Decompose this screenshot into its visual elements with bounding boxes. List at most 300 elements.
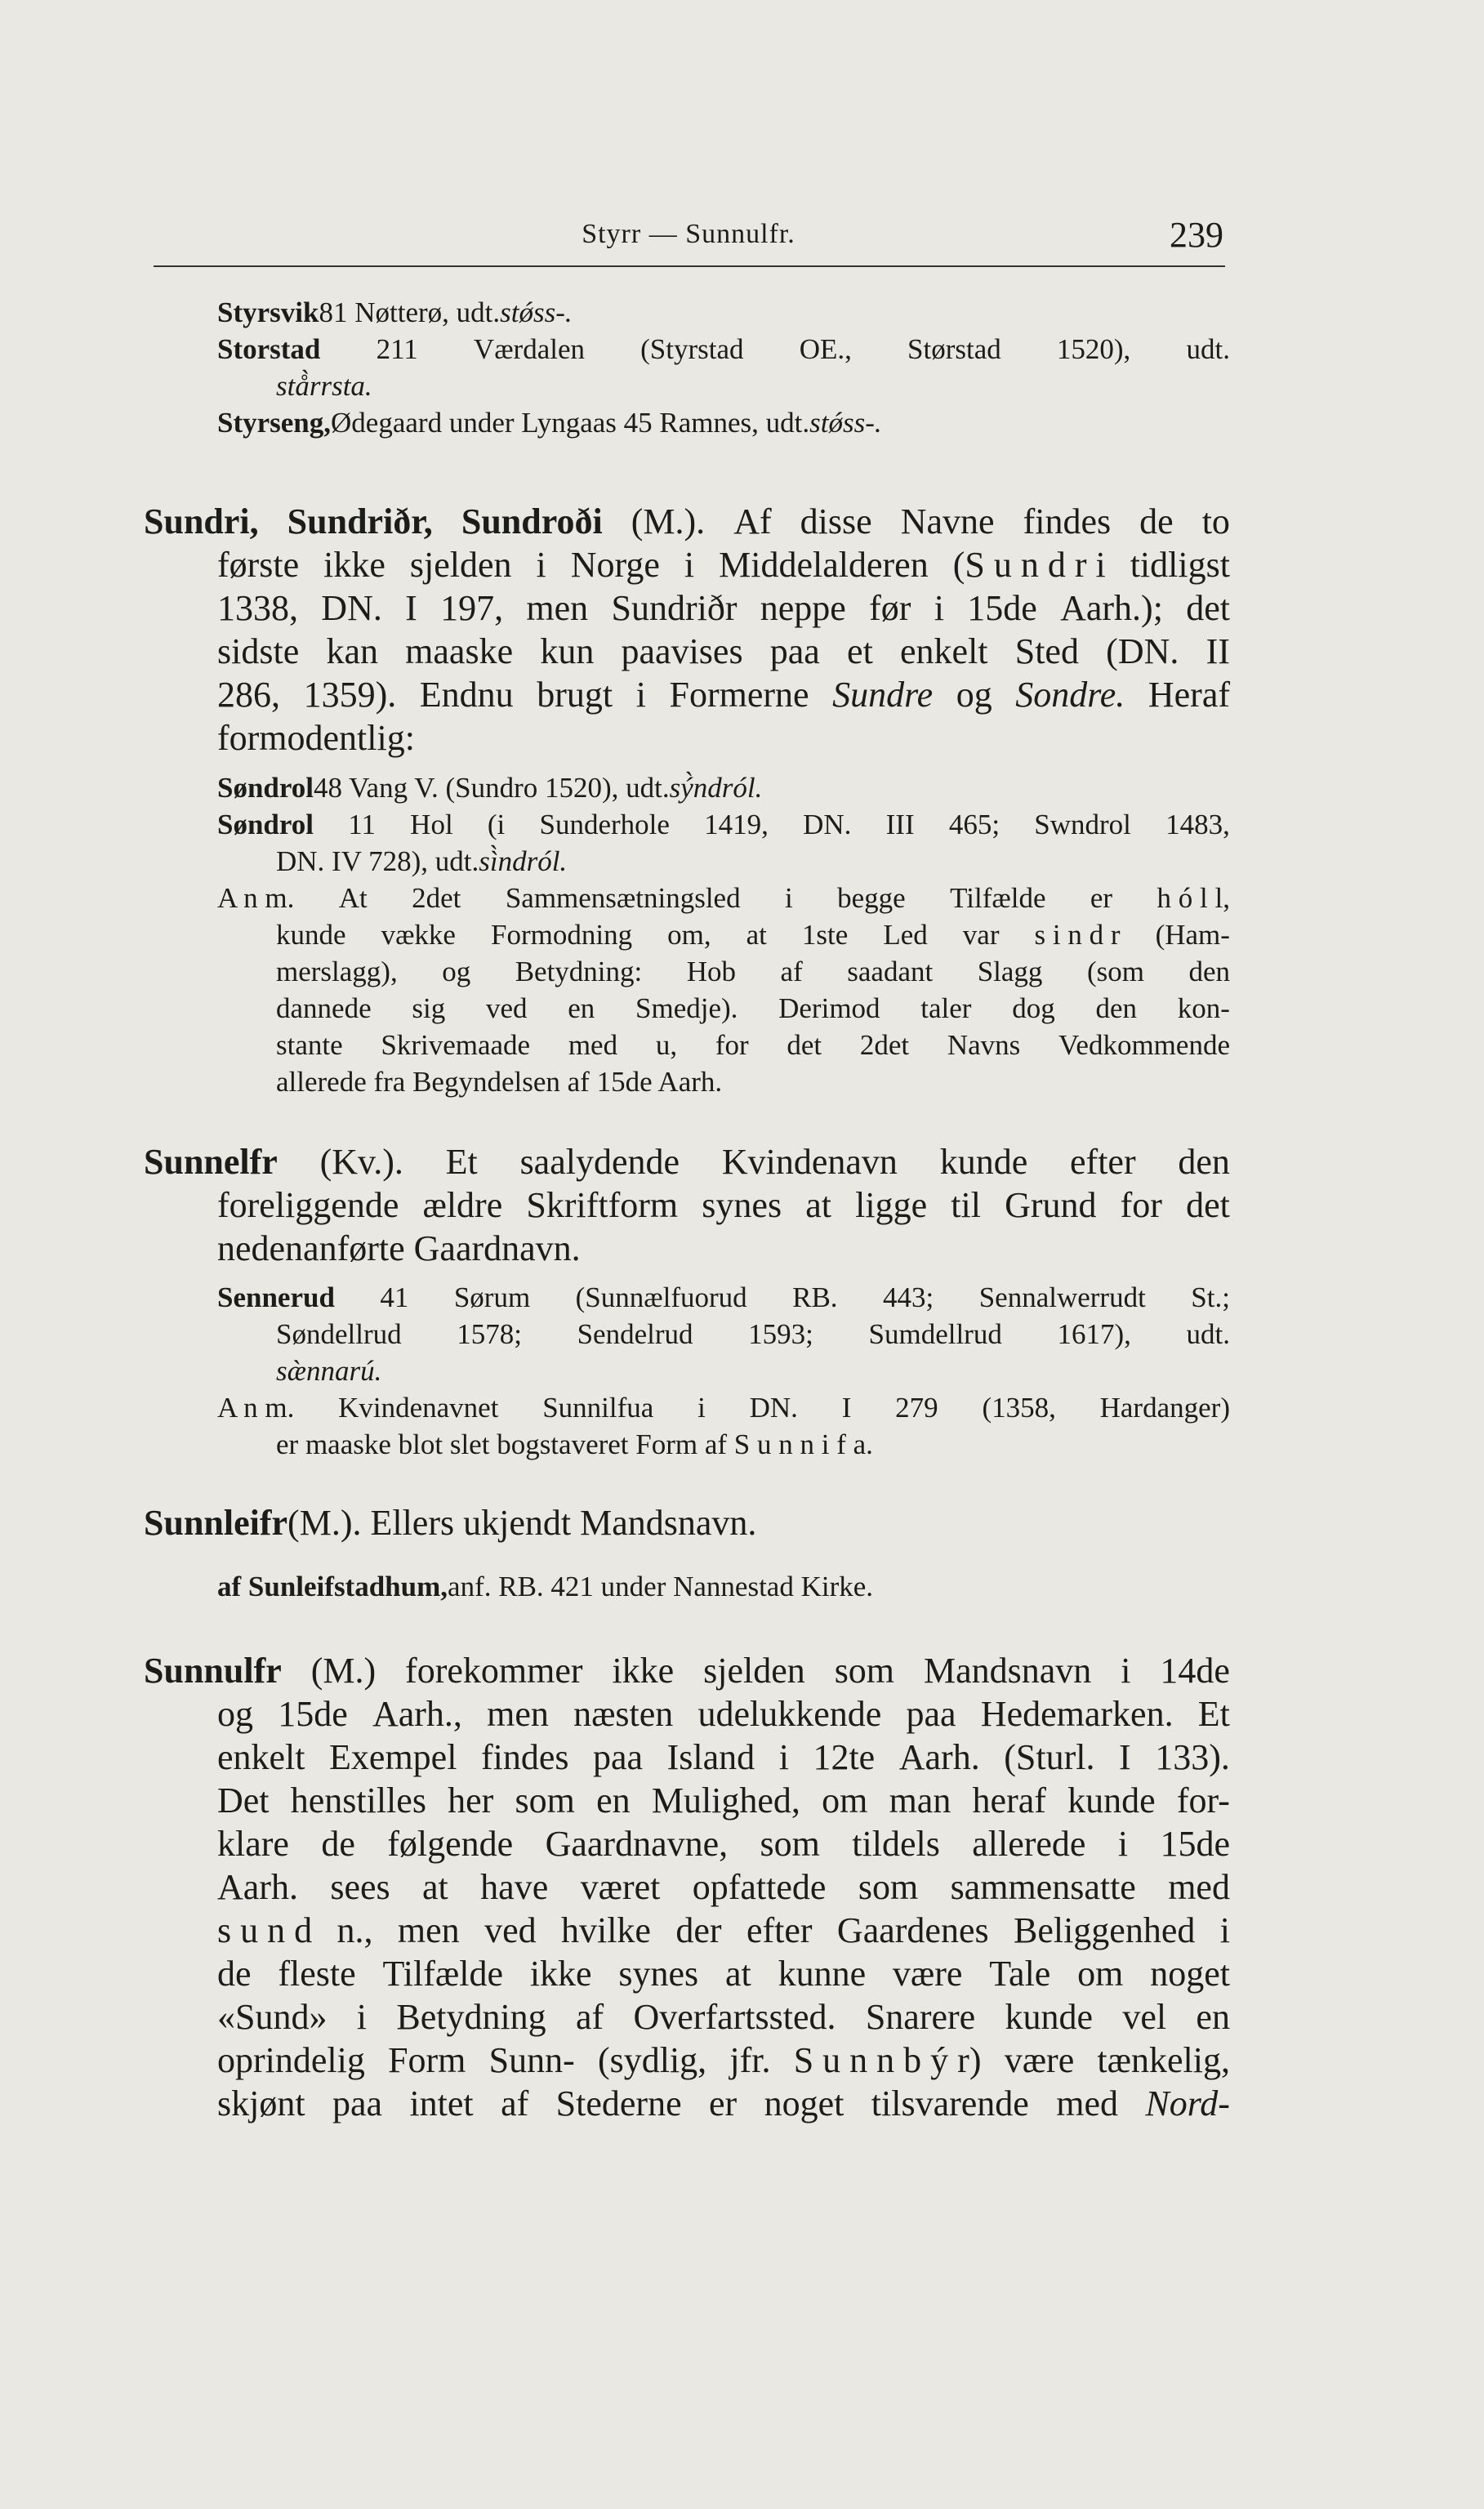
word: (M.): [310, 1651, 377, 1691]
headword: Sundriðr,: [287, 501, 433, 541]
header-rule: [154, 265, 1225, 267]
word: om: [1077, 1954, 1124, 1994]
word: tidligst: [1130, 545, 1230, 585]
word: i: [1117, 1824, 1129, 1864]
word: (DN.: [1106, 631, 1179, 671]
word: synes: [618, 1954, 699, 1994]
italic-term: stǿss-.: [809, 407, 882, 439]
word: vække: [381, 919, 456, 951]
word: et: [847, 631, 873, 671]
text-line: [144, 1279, 1230, 1316]
word: (Sunnælfuorud: [575, 1281, 747, 1313]
word: enkelt: [217, 1737, 305, 1777]
word: som: [515, 1780, 575, 1820]
word: 11: [348, 809, 376, 840]
text-line: [144, 843, 1230, 880]
word: følgende: [387, 1824, 514, 1864]
word: heraf: [972, 1780, 1046, 1820]
word: hvilke: [560, 1910, 651, 1950]
word: kunde: [1067, 1780, 1156, 1820]
word: Det: [217, 1780, 270, 1820]
word: en: [568, 992, 595, 1024]
word: Gaardenes: [836, 1910, 989, 1950]
word: som: [834, 1651, 895, 1691]
word: RB.: [792, 1281, 838, 1313]
word: s u n d: [217, 1910, 313, 1950]
word: paa: [332, 2083, 383, 2124]
word: med: [568, 1029, 618, 1061]
word: sammensatte: [950, 1867, 1136, 1907]
word: A n m.: [217, 1392, 295, 1424]
word: henstilles: [290, 1780, 426, 1820]
word: efter: [746, 1910, 813, 1950]
word: Endnu: [419, 675, 514, 715]
word: Hardanger): [1099, 1392, 1230, 1424]
word: (Styrstad: [640, 333, 744, 365]
word: i: [1219, 1910, 1230, 1950]
word: ikke: [612, 1651, 675, 1691]
word: den: [1178, 1142, 1230, 1182]
text-line: [144, 1027, 1230, 1063]
word: Aarh.: [898, 1737, 980, 1777]
word: kunne: [778, 1954, 867, 1994]
word: sidste: [217, 631, 300, 671]
word: kon-: [1177, 992, 1230, 1024]
word: ikke: [323, 545, 385, 585]
word: til: [951, 1185, 981, 1225]
word: nedenanførte Gaardnavn.: [217, 1228, 581, 1268]
word: foreliggende: [217, 1185, 399, 1225]
word: at: [746, 919, 767, 951]
text-line: [144, 673, 1230, 716]
word: 15de: [967, 588, 1037, 628]
text-line: [144, 1568, 1230, 1605]
word: Grund: [1005, 1185, 1097, 1225]
word: her: [448, 1780, 494, 1820]
word: noget: [764, 2083, 844, 2124]
word: 211: [376, 333, 418, 365]
word: paavises: [621, 631, 743, 671]
text-line: [144, 543, 1230, 586]
word: h ó l l,: [1156, 882, 1230, 914]
word: Formodning: [491, 919, 633, 951]
word: efter: [1070, 1142, 1136, 1182]
word: DN.: [749, 1392, 798, 1424]
word: at: [805, 1185, 831, 1225]
text-line: [144, 806, 1230, 843]
word: for: [1120, 1185, 1162, 1225]
word: Tilfælde: [950, 882, 1046, 914]
headword: Storstad: [217, 333, 321, 365]
word: 443;: [883, 1281, 934, 1313]
text-line: [144, 331, 1230, 368]
word: maaske: [405, 631, 514, 671]
word: Sundriðr: [611, 588, 738, 628]
entry-block: [144, 1568, 1230, 1605]
word: opfattede: [692, 1867, 827, 1907]
word: ikke: [529, 1954, 592, 1994]
word: DN.: [321, 588, 382, 628]
word: vel: [1122, 1997, 1167, 2037]
word: er: [709, 2083, 738, 2124]
word: Betydning: [396, 1997, 546, 2037]
word: de: [321, 1824, 355, 1864]
word: Sørum: [453, 1281, 531, 1313]
word: Sunn-: [488, 2040, 575, 2080]
text-line: [144, 586, 1230, 630]
word: næsten: [573, 1694, 674, 1734]
word: udt.: [1186, 1318, 1230, 1350]
italic-term: Nord-: [1145, 2083, 1230, 2124]
word: I: [841, 1392, 852, 1424]
word: Sendelrud: [577, 1318, 693, 1350]
word: jfr.: [729, 2040, 771, 2080]
word: 2det: [412, 882, 461, 914]
text-line: [144, 1779, 1230, 1822]
word: St.;: [1191, 1281, 1230, 1313]
entry-block: [144, 1140, 1230, 1270]
headword: Sundri,: [144, 501, 259, 541]
word: Størstad: [907, 333, 1001, 365]
word: Af: [733, 501, 772, 541]
word: (1358,: [982, 1392, 1056, 1424]
word: Hol: [410, 809, 453, 840]
word: om,: [667, 919, 711, 951]
word: Swndrol: [1034, 809, 1131, 840]
word: som: [760, 1824, 820, 1864]
word: Sumdellrud: [868, 1318, 1002, 1350]
word: med: [1168, 1867, 1230, 1907]
word: 1483,: [1165, 809, 1230, 840]
word: og: [442, 956, 471, 987]
word: at: [422, 1867, 448, 1907]
word: 2det: [859, 1029, 910, 1061]
headword: Sundroði: [461, 501, 603, 541]
word: som: [858, 1867, 919, 1907]
word: Tale: [989, 1954, 1051, 1994]
text-line: [144, 1063, 1230, 1100]
word: u,: [655, 1029, 678, 1061]
word: (S u n d r i: [952, 545, 1106, 585]
word: de: [1139, 501, 1174, 541]
word: Derimod: [778, 992, 880, 1024]
text-line: [144, 294, 1230, 331]
word: det: [1186, 588, 1230, 628]
italic-term: sý̀ndról.: [669, 772, 763, 804]
word: formodentlig:: [217, 718, 415, 758]
word: været: [580, 1867, 661, 1907]
headword: Sennerud: [217, 1281, 335, 1313]
word: 81 Nøtterø, udt.: [319, 296, 501, 328]
word: det: [1186, 1185, 1230, 1225]
word: Et: [445, 1142, 478, 1182]
word: 1ste: [801, 919, 849, 951]
word: paa: [593, 1737, 644, 1777]
word: er maaske blot slet bogstaveret Form af S u n n i f a.: [276, 1428, 873, 1460]
word: (Sturl.: [1004, 1737, 1095, 1777]
word: anf. RB. 421 under Nannestad Kirke.: [448, 1571, 874, 1602]
word: de: [217, 1954, 252, 1994]
word: Betydning:: [515, 956, 643, 987]
headword: Søndrol: [217, 772, 314, 804]
word: synes: [702, 1185, 782, 1225]
word: i: [536, 545, 546, 585]
word: Ødegaard under Lyngaas 45 Ramnes, udt.: [331, 407, 810, 439]
word: af: [780, 956, 803, 987]
word: kunde: [276, 919, 346, 951]
word: i: [356, 1997, 368, 2037]
word: Smedje).: [635, 992, 738, 1024]
word: er: [1090, 882, 1113, 914]
italic-term: sì̀ndról.: [479, 845, 568, 877]
word: Aarh.,: [372, 1694, 462, 1734]
italic-term: Sondre.: [1015, 675, 1125, 715]
word: Skriftform: [526, 1185, 679, 1225]
word: men: [487, 1694, 549, 1734]
word: i: [934, 588, 944, 628]
word: noget: [1150, 1954, 1230, 1994]
text-line: [144, 916, 1230, 953]
word: intet: [409, 2083, 474, 2124]
word: (Ham-: [1155, 919, 1230, 951]
word: i: [1121, 1651, 1131, 1691]
word: Stederne: [555, 2083, 682, 2124]
word: forekommer: [405, 1651, 583, 1691]
entry-block: [144, 1501, 1230, 1544]
word: kun: [540, 631, 595, 671]
word: der: [675, 1910, 722, 1950]
word: i: [785, 882, 793, 914]
text-line: [144, 368, 1230, 404]
text-line: [144, 716, 1230, 760]
word: Gaardnavne,: [545, 1824, 729, 1864]
word: Heraf: [1148, 675, 1230, 715]
text-line: [144, 953, 1230, 990]
text-line: [144, 1649, 1230, 1692]
word: Et: [1197, 1694, 1230, 1734]
word: paa: [769, 631, 820, 671]
word: Mulighed,: [651, 1780, 800, 1820]
word: Overfartssted.: [633, 1997, 836, 2037]
word: neppe: [760, 588, 846, 628]
word: 1359).: [303, 675, 397, 715]
word: den: [1095, 992, 1137, 1024]
word: sees: [330, 1867, 390, 1907]
word: men: [397, 1910, 460, 1950]
word: 1617),: [1057, 1318, 1131, 1350]
word: brugt: [537, 675, 613, 715]
word: (som: [1086, 956, 1144, 987]
word: ved: [485, 992, 528, 1024]
text-line: [144, 500, 1230, 543]
word: 41: [380, 1281, 409, 1313]
word: dog: [1012, 992, 1055, 1024]
page-number: 239: [1170, 215, 1223, 255]
word: 14de: [1160, 1651, 1230, 1691]
word: stante: [276, 1029, 343, 1061]
word: (Kv.).: [319, 1142, 403, 1182]
word: 286,: [217, 675, 280, 715]
word: Norge: [570, 545, 660, 585]
word: tilsvarende: [871, 2083, 1029, 2124]
italic-term: sæ̀nnarú.: [276, 1355, 382, 1387]
text-line: [144, 1692, 1230, 1736]
word: være: [892, 1954, 963, 1994]
text-line: [144, 769, 1230, 806]
word: 15de: [278, 1694, 348, 1734]
word: Beliggenhed: [1013, 1910, 1196, 1950]
text-line: [144, 1736, 1230, 1779]
word: i: [697, 1392, 706, 1424]
word: skjønt: [217, 2083, 305, 2124]
word: (M.).: [631, 501, 706, 541]
text-line: [144, 1909, 1230, 1952]
word: Sunderhole: [539, 809, 670, 840]
word: sig: [412, 992, 446, 1024]
word: og: [217, 1694, 253, 1734]
word: Sunnilfua: [542, 1392, 654, 1424]
word: kunde: [939, 1142, 1028, 1182]
word: første: [217, 545, 300, 585]
word: tildels: [852, 1824, 940, 1864]
word: A n m.: [217, 882, 295, 914]
text-line: [144, 1183, 1230, 1227]
word: i: [778, 1737, 789, 1777]
running-title: Styrr — Sunnulfr.: [582, 219, 795, 249]
word: taler: [920, 992, 972, 1024]
text-line: [144, 2082, 1230, 2125]
word: det: [787, 1029, 822, 1061]
word: Sammensætningsled: [505, 882, 741, 914]
word: merslagg),: [276, 956, 398, 987]
word: kan: [326, 631, 378, 671]
entry-block: [144, 500, 1230, 760]
word: paa: [906, 1694, 956, 1734]
word: (sydlig,: [597, 2040, 707, 2080]
headword: af Sunleifstadhum,: [217, 1571, 448, 1602]
word: Hob: [686, 956, 737, 987]
word: om: [822, 1780, 868, 1820]
word: Aarh.);: [1060, 588, 1163, 628]
word: oprindelig: [217, 2040, 365, 2080]
word: tænkelig,: [1097, 2040, 1230, 2080]
word: Kvindenavn: [721, 1142, 898, 1182]
word: Led: [883, 919, 928, 951]
word: enkelt: [900, 631, 988, 671]
word: Middelalderen: [719, 545, 929, 585]
word: Skrivemaade: [381, 1029, 531, 1061]
word: findes: [1023, 501, 1112, 541]
word: begge: [837, 882, 906, 914]
text-line: [144, 1389, 1230, 1426]
word: 279: [895, 1392, 938, 1424]
entry-block: [144, 769, 1230, 1100]
word: disse: [800, 501, 872, 541]
word: saalydende: [519, 1142, 680, 1182]
word: allerede fra Begyndelsen af 15de Aarh.: [276, 1066, 723, 1098]
word: 1578;: [457, 1318, 522, 1350]
word: 133).: [1155, 1737, 1230, 1777]
word: Sted: [1014, 631, 1079, 671]
word: findes: [480, 1737, 569, 1777]
word: en: [1196, 1997, 1230, 2037]
word: 15de: [1160, 1824, 1230, 1864]
word: Sennalwerrudt: [978, 1281, 1146, 1313]
word: S u n n b ý r): [793, 2040, 982, 2080]
headword: Sunnelfr: [144, 1142, 278, 1182]
word: 1338,: [217, 588, 298, 628]
word: kunde: [1005, 1997, 1094, 2037]
text-line: [144, 1822, 1230, 1865]
word: 48 Vang V. (Sundro 1520), udt.: [314, 772, 670, 804]
word: af: [501, 2083, 529, 2124]
text-line: [144, 1316, 1230, 1353]
word: man: [889, 1780, 951, 1820]
word: en: [596, 1780, 631, 1820]
word: med: [1056, 2083, 1118, 2124]
word: klare: [217, 1824, 289, 1864]
word: Form: [388, 2040, 466, 2080]
word: Hedemarken.: [980, 1694, 1174, 1734]
text-line: [144, 1227, 1230, 1270]
text-line: [144, 1995, 1230, 2039]
text-line: [144, 1426, 1230, 1463]
word: 465;: [948, 809, 1000, 840]
word: DN.: [803, 809, 852, 840]
word: Vedkommende: [1058, 1029, 1230, 1061]
word: sjelden: [409, 545, 512, 585]
word: Søndellrud: [276, 1318, 402, 1350]
word: Snarere: [865, 1997, 976, 2037]
text-line: [144, 880, 1230, 916]
word: Kvindenavnet: [338, 1392, 499, 1424]
word: ligge: [855, 1185, 928, 1225]
word: 1419,: [704, 809, 769, 840]
word: og: [956, 675, 992, 715]
word: allerede: [972, 1824, 1086, 1864]
word: 1593;: [748, 1318, 813, 1350]
word: i: [684, 545, 695, 585]
word: men: [526, 588, 589, 628]
word: s i n d r: [1034, 919, 1121, 951]
running-header: [154, 215, 1223, 260]
word: to: [1201, 501, 1230, 541]
word: dannede: [276, 992, 372, 1024]
word: Tilfælde: [382, 1954, 503, 1994]
word: udt.: [1186, 333, 1230, 365]
headword: Styrseng,: [217, 407, 332, 439]
text-line: [144, 1140, 1230, 1183]
italic-term: stǿss-.: [500, 296, 573, 328]
word: Island: [666, 1737, 755, 1777]
word: Navne: [900, 501, 995, 541]
word: at: [724, 1954, 751, 1994]
word: ældre: [422, 1185, 503, 1225]
text-line: [144, 1952, 1230, 1995]
word: udelukkende: [697, 1694, 882, 1734]
word: (i: [487, 809, 506, 840]
word: ved: [484, 1910, 537, 1950]
word: i: [635, 675, 646, 715]
entry-block: [144, 1279, 1230, 1463]
entry-block: [144, 294, 1230, 441]
word: før: [869, 588, 911, 628]
word: 197,: [440, 588, 504, 628]
word: III: [885, 809, 915, 840]
word: Slagg: [977, 956, 1043, 987]
text-line: [144, 1865, 1230, 1909]
word: At: [338, 882, 368, 914]
